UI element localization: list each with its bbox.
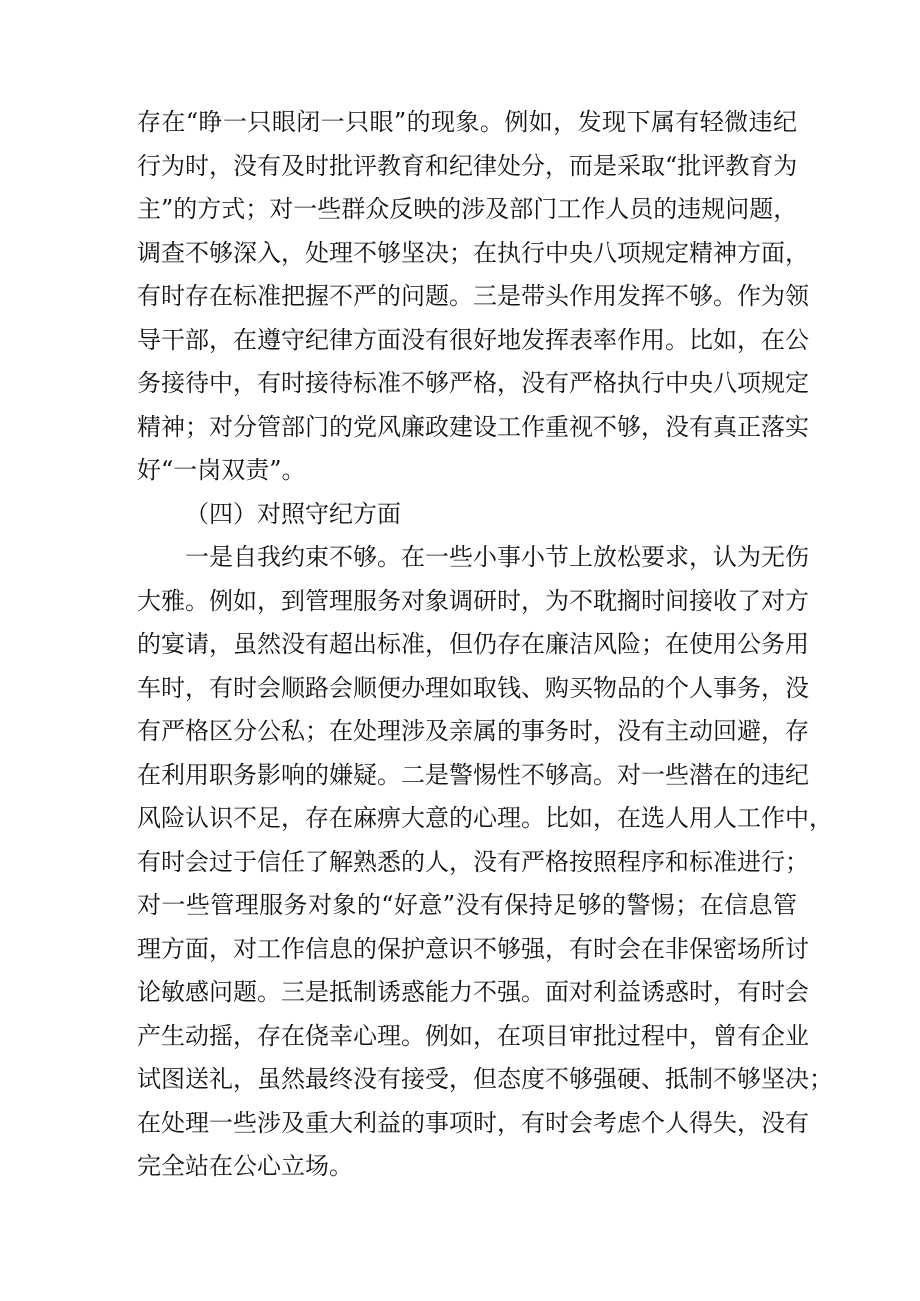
text-line: 有时会过于信任了解熟悉的人，没有严格按照程序和标准进行； <box>137 847 809 876</box>
text-line: 大雅。例如，到管理服务对象调研时，为不耽搁时间接收了对方 <box>137 586 809 615</box>
text-line: 行为时，没有及时批评教育和纪律处分，而是采取“批评教育为 <box>137 151 798 180</box>
text-line: 有时存在标准把握不严的问题。三是带头作用发挥不够。作为领 <box>137 282 809 310</box>
text-line: 调查不够深入，处理不够坚决；在执行中央八项规定精神方面， <box>137 238 809 267</box>
text-line: 好“一岗双责”。 <box>137 456 306 484</box>
text-line: 主”的方式；对一些群众反映的涉及部门工作人员的违规问题， <box>137 195 798 223</box>
text-line: 完全站在公心立场。 <box>137 1152 353 1180</box>
text-line: 导干部，在遵守纪律方面没有很好地发挥表率作用。比如，在公 <box>137 325 809 354</box>
text-line: 在利用职务影响的嫌疑。二是警惕性不够高。对一些潜在的违纪 <box>137 760 809 789</box>
text-line: 有严格区分公私；在处理涉及亲属的事务时，没有主动回避，存 <box>137 717 809 745</box>
paragraph-discipline-continued <box>137 101 809 493</box>
text-line: 在处理一些涉及重大利益的事项时，有时会考虑个人得失，没有 <box>137 1108 809 1137</box>
text-line: 试图送礼，虽然最终没有接受，但态度不够强硬、抵制不够坚决； <box>137 1065 833 1093</box>
text-line: 的宴请，虽然没有超出标准，但仍存在廉洁风险；在使用公务用 <box>137 630 809 658</box>
text-line: 论敏感问题。三是抵制诱惑能力不强。面对利益诱惑时，有时会 <box>137 978 809 1006</box>
text-line: 务接待中，有时接待标准不够严格，没有严格执行中央八项规定 <box>137 369 809 397</box>
text-line: 精神；对分管部门的党风廉政建设工作重视不够，没有真正落实 <box>137 412 809 441</box>
text-line: 存在“睁一只眼闭一只眼”的现象。例如，发现下属有轻微违纪 <box>137 108 797 136</box>
document-body <box>137 101 833 1189</box>
text-line: 风险认识不足，存在麻痹大意的心理。比如，在选人用人工作中， <box>137 804 833 832</box>
text-line: 一是自我约束不够。在一些小事小节上放松要求，认为无伤 <box>185 543 809 571</box>
text-line: 车时，有时会顺路会顺便办理如取钱、购买物品的个人事务，没 <box>137 673 809 702</box>
text-line: 产生动摇，存在侥幸心理。例如，在项目审批过程中，曾有企业 <box>137 1021 809 1050</box>
section-heading: （四）对照守纪方面 <box>185 499 401 528</box>
text-line: 理方面，对工作信息的保护意识不够强，有时会在非保密场所讨 <box>137 934 809 963</box>
text-line: 对一些管理服务对象的“好意”没有保持足够的警惕；在信息管 <box>137 891 797 919</box>
paragraph-self-discipline <box>137 536 833 1189</box>
